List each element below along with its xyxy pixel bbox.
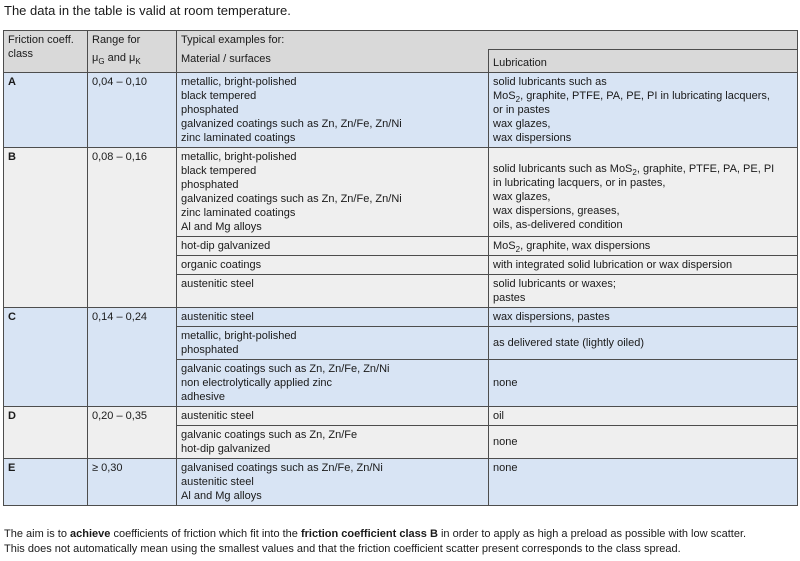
class-d-range: 0,20 – 0,35 [88, 407, 177, 459]
header-material: Material / surfaces [177, 50, 489, 73]
class-b-row-1 [4, 148, 798, 237]
class-d-label: D [4, 407, 88, 459]
header-typical: Typical examples for: [177, 31, 798, 50]
class-b-lubrication: solid lubricants such as MoS$_2$, graphite, PTFE, PA, PE, PI in lubricating lacquers, or in pastes, wax glazes, wax dispersions, greases, oils, as-delivered condition [489, 148, 798, 237]
class-b-materials: metallic, bright-polished black tempered phosphated galvanized coatings such as Zn, Zn/Fe, Zn/Ni zinc laminated coatings Al and Mg alloys [177, 148, 489, 237]
class-a-range: 0,04 – 0,10 [88, 73, 177, 148]
class-a-row [4, 73, 798, 148]
class-c-galvanic-lubrication: none [489, 360, 798, 407]
header-range: Range for $\mu_G$ and $\mu_K$ [88, 31, 177, 73]
class-d-austenitic-lubrication: oil [489, 407, 798, 426]
class-c-metallic-lubrication: as delivered state (lightly oiled) [489, 327, 798, 360]
class-b-organic-material: organic coatings [177, 256, 489, 275]
header-row [4, 31, 798, 50]
class-a-materials: metallic, bright-polished black tempered phosphated galvanized coatings such as Zn, Zn/Fe, Zn/Ni zinc laminated coatings [177, 73, 489, 148]
class-d-galvanic-materials: galvanic coatings such as Zn, Zn/Fe hot-dip galvanized [177, 426, 489, 459]
class-e-materials: galvanised coatings such as Zn/Fe, Zn/Ni austenitic steel Al and Mg alloys [177, 459, 489, 506]
class-c-metallic-materials: metallic, bright-polished phosphated [177, 327, 489, 360]
class-e-lubrication: none [489, 459, 798, 506]
class-b-austenitic-lubrication: solid lubricants or waxes; pastes [489, 275, 798, 308]
class-d-austenitic-material: austenitic steel [177, 407, 489, 426]
class-e-row [4, 459, 798, 506]
class-e-label: E [4, 459, 88, 506]
header-lubrication: Lubrication [489, 50, 798, 73]
class-a-label: A [4, 73, 88, 148]
class-c-range: 0,14 – 0,24 [88, 308, 177, 407]
class-b-austenitic-material: austenitic steel [177, 275, 489, 308]
class-b-label: B [4, 148, 88, 308]
class-b-range: 0,08 – 0,16 [88, 148, 177, 308]
class-c-row-1 [4, 308, 798, 327]
class-a-lubrication: solid lubricants such as MoS$_2$, graphite, PTFE, PA, PE, PI in lubricating lacquers, or in pastes wax glazes, wax dispersions [489, 73, 798, 148]
class-c-austenitic-material: austenitic steel [177, 308, 489, 327]
class-b-hdg-lubrication: MoS$_2$, graphite, wax dispersions [489, 237, 798, 256]
intro-text: The data in the table is valid at room temperature. [4, 3, 291, 18]
class-d-row-1 [4, 407, 798, 426]
header-class: Friction coeff. class [4, 31, 88, 73]
class-c-austenitic-lubrication: wax dispersions, pastes [489, 308, 798, 327]
class-d-galvanic-lubrication: none [489, 426, 798, 459]
outro-text: The aim is to achieve coefficients of friction which fit into the friction coefficient class B in order to apply as high a preload as possible with low scatter. This does not automatically mean using the smallest values and that the friction coefficient scatter present corresponds to the class spread. [4, 528, 747, 555]
class-c-galvanic-materials: galvanic coatings such as Zn, Zn/Fe, Zn/Ni non electrolytically applied zinc adhesive [177, 360, 489, 407]
friction-coefficient-table [3, 30, 798, 506]
class-e-range: ≥ 0,30 [88, 459, 177, 506]
class-b-hdg-material: hot-dip galvanized [177, 237, 489, 256]
class-c-label: C [4, 308, 88, 407]
class-b-organic-lubrication: with integrated solid lubrication or wax dispersion [489, 256, 798, 275]
